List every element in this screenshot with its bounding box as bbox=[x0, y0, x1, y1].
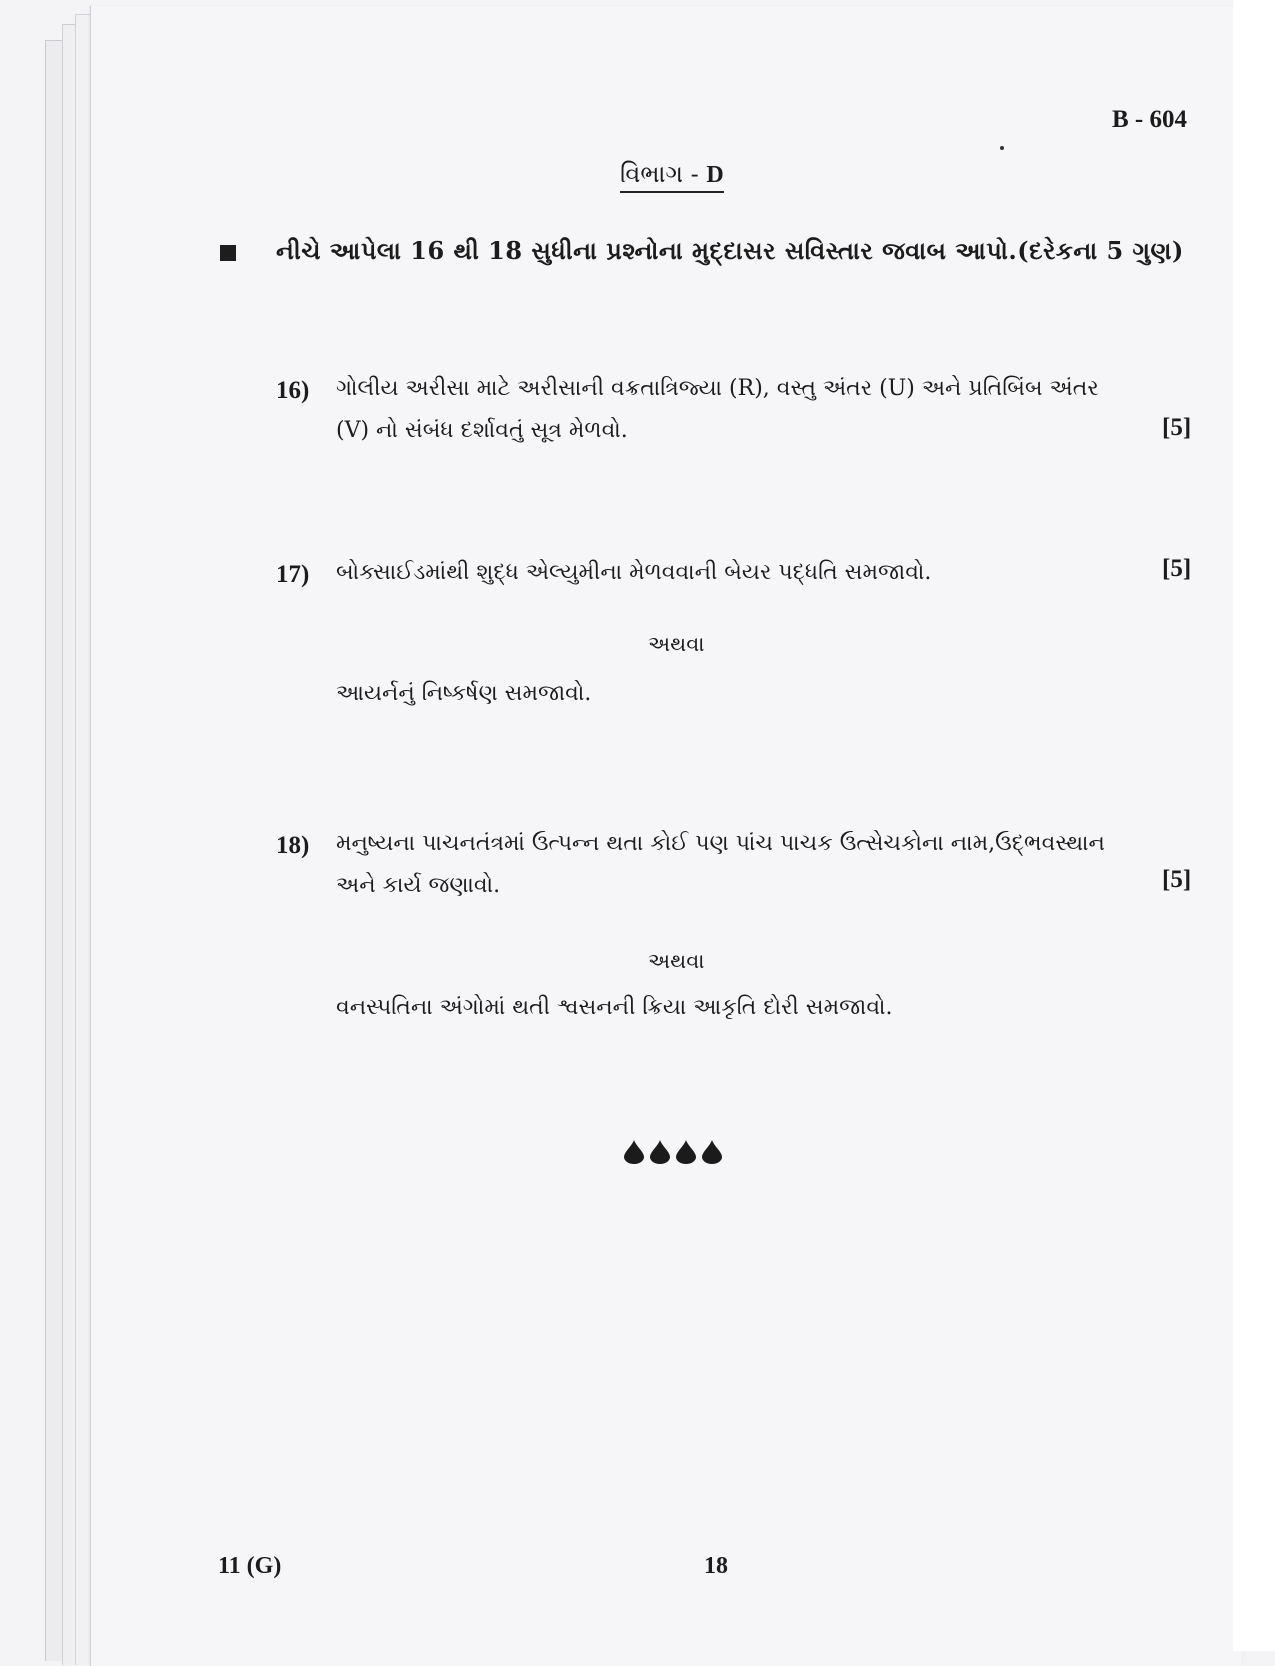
scan-margin bbox=[1233, 0, 1275, 1651]
or-label: અથવા bbox=[648, 949, 705, 973]
drop-icon bbox=[624, 1140, 644, 1164]
footer-code: 11 (G) bbox=[218, 1553, 282, 1579]
drop-icon bbox=[676, 1140, 696, 1164]
question-marks: [5] bbox=[1162, 555, 1192, 582]
question-number: 18) bbox=[276, 832, 310, 859]
question-number: 17) bbox=[276, 561, 310, 588]
drop-icon bbox=[650, 1140, 670, 1164]
drop-icon bbox=[702, 1140, 722, 1164]
question-text: બોક્સાઈડમાંથી શુદ્ધ એલ્યુમીના મેળવવાની બેયર પદ્ધતિ સમજાવો. bbox=[336, 560, 932, 585]
question-text: મનુષ્યના પાચનતંત્રમાં ઉત્પન્ન થતા કોઈ પણ પાંચ પાચક ઉત્સેચકોના નામ,ઉદ્ભવસ્થાન અને કાર્ય જણાવો. bbox=[336, 831, 1105, 898]
end-of-section-ornament bbox=[624, 1140, 722, 1164]
page-number: 18 bbox=[704, 1553, 728, 1579]
section-title-prefix: વિભાગ - bbox=[620, 160, 707, 188]
or-label: અથવા bbox=[648, 632, 705, 656]
question-number: 16) bbox=[276, 377, 310, 404]
alternative-question: વનસ્પતિના અંગોમાં થતી શ્વસનની ક્રિયા આકૃતિ દોરી સમજાવો. bbox=[336, 995, 893, 1020]
section-title-letter: D bbox=[706, 162, 724, 188]
question-marks: [5] bbox=[1162, 414, 1192, 441]
scan-speck bbox=[1000, 146, 1004, 150]
paper-code: B - 604 bbox=[1112, 106, 1187, 133]
square-bullet-icon bbox=[220, 245, 236, 261]
alternative-question: આયર્નનું નિષ્કર્ષણ સમજાવો. bbox=[336, 681, 592, 706]
question-text: ગોલીય અરીસા માટે અરીસાની વક્રતાત્રિજ્યા (R), વસ્તુ અંતર (U) અને પ્રતિબિંબ અંતર (V) નો સંબંધ દર્શાવતું સૂત્ર મેળવો. bbox=[336, 376, 1099, 443]
question-marks: [5] bbox=[1162, 866, 1192, 893]
section-instruction: નીચે આપેલા 16 થી 18 સુધીના પ્રશ્નોના મુદ્દાસર સવિસ્તાર જવાબ આપો.(દરેકના 5 ગુણ) bbox=[276, 236, 1184, 265]
section-title bbox=[620, 160, 724, 193]
